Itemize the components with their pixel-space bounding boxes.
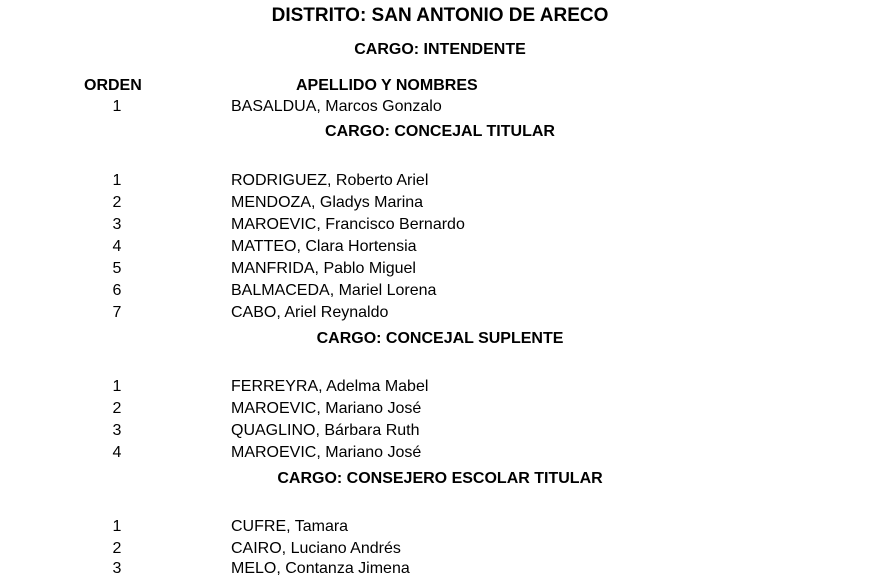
row-orden: 1: [112, 378, 122, 395]
section-title-intendente: CARGO: INTENDENTE: [354, 41, 526, 58]
row-orden: 2: [112, 194, 122, 211]
column-header-apellido-nombres: APELLIDO Y NOMBRES: [296, 77, 478, 94]
row-orden: 3: [112, 216, 122, 233]
table-row: [0, 192, 880, 214]
row-nombre: FERREYRA, Adelma Mabel: [231, 378, 429, 395]
row-nombre: CUFRE, Tamara: [231, 518, 349, 535]
row-nombre: BALMACEDA, Mariel Lorena: [231, 282, 437, 299]
row-orden: 4: [112, 444, 122, 461]
table-row: [0, 214, 880, 236]
table-row: [0, 558, 880, 580]
row-nombre: QUAGLINO, Bárbara Ruth: [231, 422, 420, 439]
table-row: [0, 302, 880, 324]
section-title-consejero-escolar-titular: CARGO: CONSEJERO ESCOLAR TITULAR: [277, 470, 603, 487]
row-nombre: MENDOZA, Gladys Marina: [231, 194, 424, 211]
row-orden: 1: [112, 98, 122, 115]
row-orden: 3: [112, 560, 122, 577]
table-row: [0, 538, 880, 560]
row-nombre: CABO, Ariel Reynaldo: [231, 304, 389, 321]
table-row: [0, 170, 880, 192]
row-orden: 5: [112, 260, 122, 277]
table-row: [0, 96, 880, 118]
row-orden: 4: [112, 238, 122, 255]
row-nombre: MAROEVIC, Francisco Bernardo: [231, 216, 465, 233]
row-nombre: MATTEO, Clara Hortensia: [231, 238, 417, 255]
page-title: DISTRITO: SAN ANTONIO DE ARECO: [271, 5, 609, 26]
row-orden: 6: [112, 282, 122, 299]
table-row: [0, 398, 880, 420]
table-row: [0, 258, 880, 280]
row-orden: 7: [112, 304, 122, 321]
table-row: [0, 442, 880, 464]
row-orden: 1: [112, 172, 122, 189]
table-row: [0, 516, 880, 538]
table-row: [0, 376, 880, 398]
row-orden: 3: [112, 422, 122, 439]
table-row: [0, 280, 880, 302]
row-nombre: RODRIGUEZ, Roberto Ariel: [231, 172, 429, 189]
row-nombre: MAROEVIC, Mariano José: [231, 400, 422, 417]
row-orden: 2: [112, 400, 122, 417]
section-title-concejal-titular: CARGO: CONCEJAL TITULAR: [325, 123, 555, 140]
row-orden: 2: [112, 540, 122, 557]
row-nombre: BASALDUA, Marcos Gonzalo: [231, 98, 442, 115]
table-row: [0, 236, 880, 258]
table-row: [0, 420, 880, 442]
column-header-orden: ORDEN: [84, 77, 142, 94]
row-nombre: MANFRIDA, Pablo Miguel: [231, 260, 416, 277]
section-title-concejal-suplente: CARGO: CONCEJAL SUPLENTE: [316, 330, 564, 347]
row-nombre: MAROEVIC, Mariano José: [231, 444, 422, 461]
row-nombre: CAIRO, Luciano Andrés: [231, 540, 401, 557]
row-nombre: MELO, Contanza Jimena: [231, 560, 410, 577]
row-orden: 1: [112, 518, 122, 535]
